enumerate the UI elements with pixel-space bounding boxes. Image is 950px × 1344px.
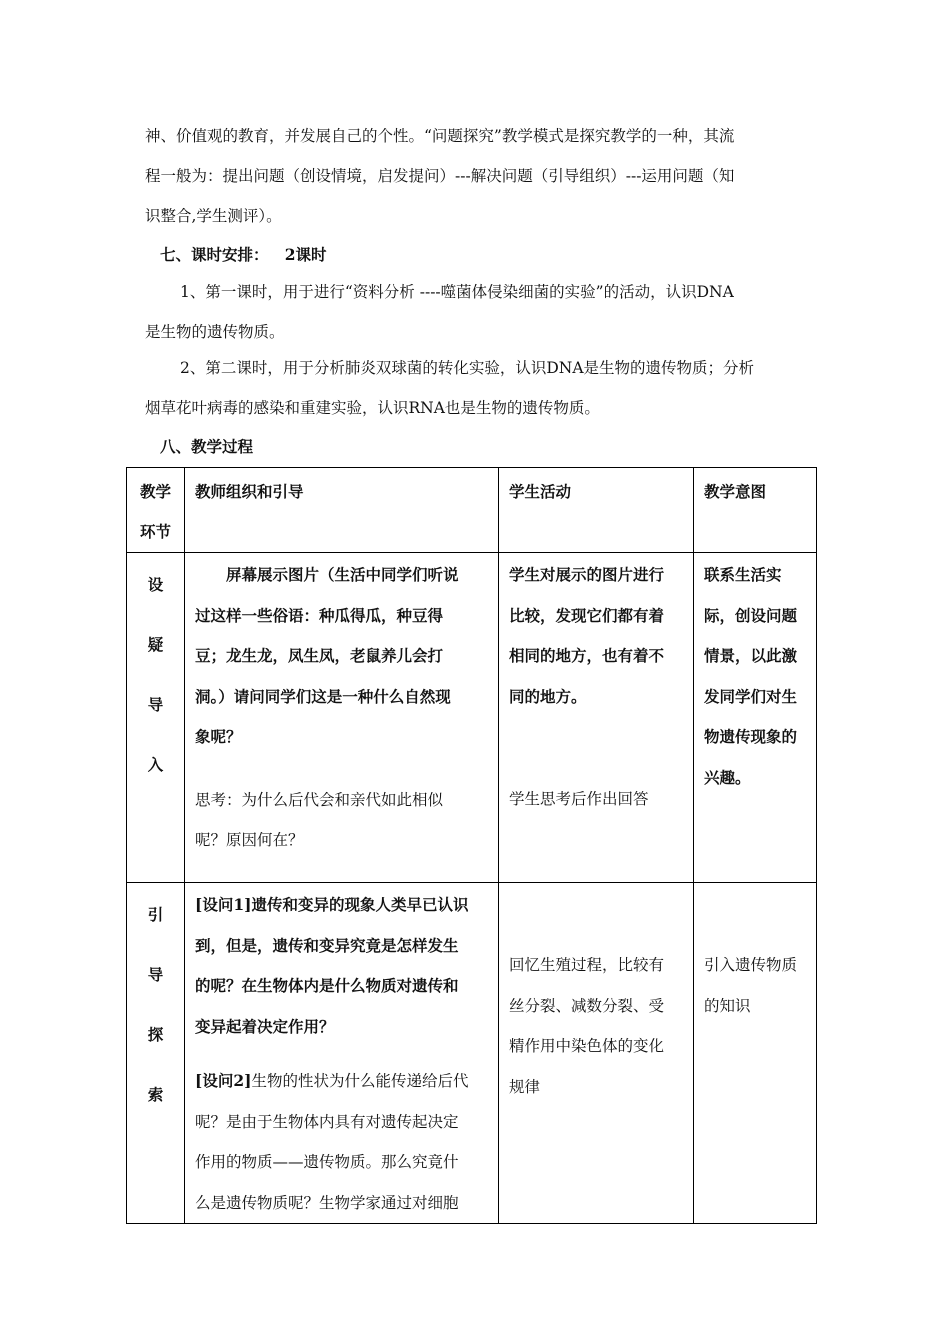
intro-line: 神、价值观的教育，并发展自己的个性。“问题探究”教学模式是探究教学的一种，其流 — [145, 127, 735, 145]
stage-char: 索 — [147, 1085, 164, 1104]
teacher-line: 思考：为什么后代会和亲代如此相似 — [195, 790, 444, 809]
intent-line: 引入遗传物质 — [704, 956, 798, 974]
teacher-line: 呢？原因何在？ — [195, 831, 304, 849]
teacher-cell — [185, 553, 499, 883]
header-stage — [127, 468, 185, 553]
student-line: 规律 — [509, 1077, 541, 1096]
stage-char: 疑 — [147, 635, 164, 654]
table-row — [127, 883, 817, 1224]
teacher-line: 象呢？ — [195, 727, 242, 746]
student-line: 精作用中染色体的变化 — [509, 1037, 665, 1055]
teacher-line — [195, 1061, 488, 1102]
teacher-line: 的呢？在生物体内是什么物质对遗传和 — [195, 976, 459, 995]
teacher-line: 过这样一些俗语：种瓜得瓜，种豆得 — [195, 605, 444, 625]
header-teacher: 教师组织和引导 — [185, 468, 499, 553]
header-intent: 教学意图 — [694, 468, 817, 553]
stage-char: 引 — [147, 905, 164, 924]
intent-line: 兴趣。 — [704, 767, 751, 787]
intro-line: 程一般为：提出问题（创设情境，启发提问）---解决问题（引导组织）---运用问题（知 — [145, 167, 735, 185]
teacher-line: 豆；龙生龙，凤生凤，老鼠养儿会打 — [195, 646, 444, 665]
intent-line: 情景，以此激 — [704, 646, 798, 665]
table-header-row — [127, 468, 817, 553]
intent-line: 物遗传现象的 — [704, 727, 798, 746]
student-line: 同的地方。 — [509, 686, 587, 706]
stage-cell — [127, 883, 185, 1224]
section-7-heading: 七、课时安排： 2课时 — [160, 245, 327, 264]
intro-line: 识整合,学生测评）。 — [145, 207, 282, 225]
stage-char: 入 — [147, 755, 164, 774]
student-line: 比较，发现它们都有着 — [509, 605, 665, 625]
teacher-line: 呢？是由于生物体内具有对遗传起决定 — [195, 1112, 459, 1131]
section-7-item-2-line-2: 烟草花叶病毒的感染和重建实验，认识RNA也是生物的遗传物质。 — [145, 399, 600, 417]
student-line: 相同的地方，也有着不 — [509, 646, 665, 665]
teacher-line: 洞。）请问同学们这是一种什么自然现 — [195, 686, 451, 706]
intent-line: 的知识 — [704, 996, 751, 1015]
teacher-cell — [185, 883, 499, 1224]
intro-paragraph — [145, 116, 805, 236]
teacher-line: 作用的物质——遗传物质。那么究竟什 — [195, 1153, 459, 1171]
question-2-label: [设问2] — [195, 1071, 252, 1090]
intent-line: 发同学们对生 — [704, 686, 798, 706]
stage-char: 设 — [147, 575, 164, 594]
student-line: 学生思考后作出回答 — [509, 790, 649, 808]
intent-cell — [694, 553, 817, 883]
intent-line: 联系生活实 — [704, 565, 782, 584]
student-line: 回忆生殖过程，比较有 — [509, 956, 665, 974]
header-stage-line: 环节 — [139, 522, 171, 541]
section-7-item-2-line-1: 2、第二课时，用于分析肺炎双球菌的转化实验，认识DNA是生物的遗传物质；分析 — [180, 359, 755, 377]
section-7-item-1-line-2: 是生物的遗传物质。 — [145, 323, 285, 341]
teacher-line: [设问1]遗传和变异的现象人类早已认识 — [195, 895, 469, 914]
teacher-line: 变异起着决定作用？ — [195, 1016, 335, 1036]
section-8-heading: 八、教学过程 — [160, 437, 254, 456]
teacher-line: 到，但是，遗传和变异究竟是怎样发生 — [195, 935, 459, 955]
question-2-text: 生物的性状为什么能传递给后代 — [251, 1072, 469, 1090]
section-7-item-1-line-1: 1、第一课时，用于进行“资料分析 ----噬菌体侵染细菌的实验”的活动，认识DNA — [180, 283, 734, 301]
student-line: 学生对展示的图片进行 — [509, 565, 665, 584]
teacher-line: 屏幕展示图片（生活中同学们听说 — [226, 565, 459, 584]
stage-cell — [127, 553, 185, 883]
teaching-process-table — [126, 467, 817, 1224]
header-stage-line: 教学 — [139, 482, 171, 501]
teacher-line: 么是遗传物质呢？生物学家通过对细胞 — [195, 1193, 459, 1212]
intent-line: 际，创设问题 — [704, 605, 798, 625]
stage-char: 导 — [147, 695, 164, 714]
student-line: 丝分裂、减数分裂、受 — [509, 996, 665, 1015]
student-cell — [499, 553, 694, 883]
stage-char: 导 — [147, 965, 164, 984]
table-row — [127, 553, 817, 883]
stage-char: 探 — [147, 1025, 164, 1044]
intent-cell — [694, 883, 817, 1224]
header-student: 学生活动 — [499, 468, 694, 553]
student-cell — [499, 883, 694, 1224]
